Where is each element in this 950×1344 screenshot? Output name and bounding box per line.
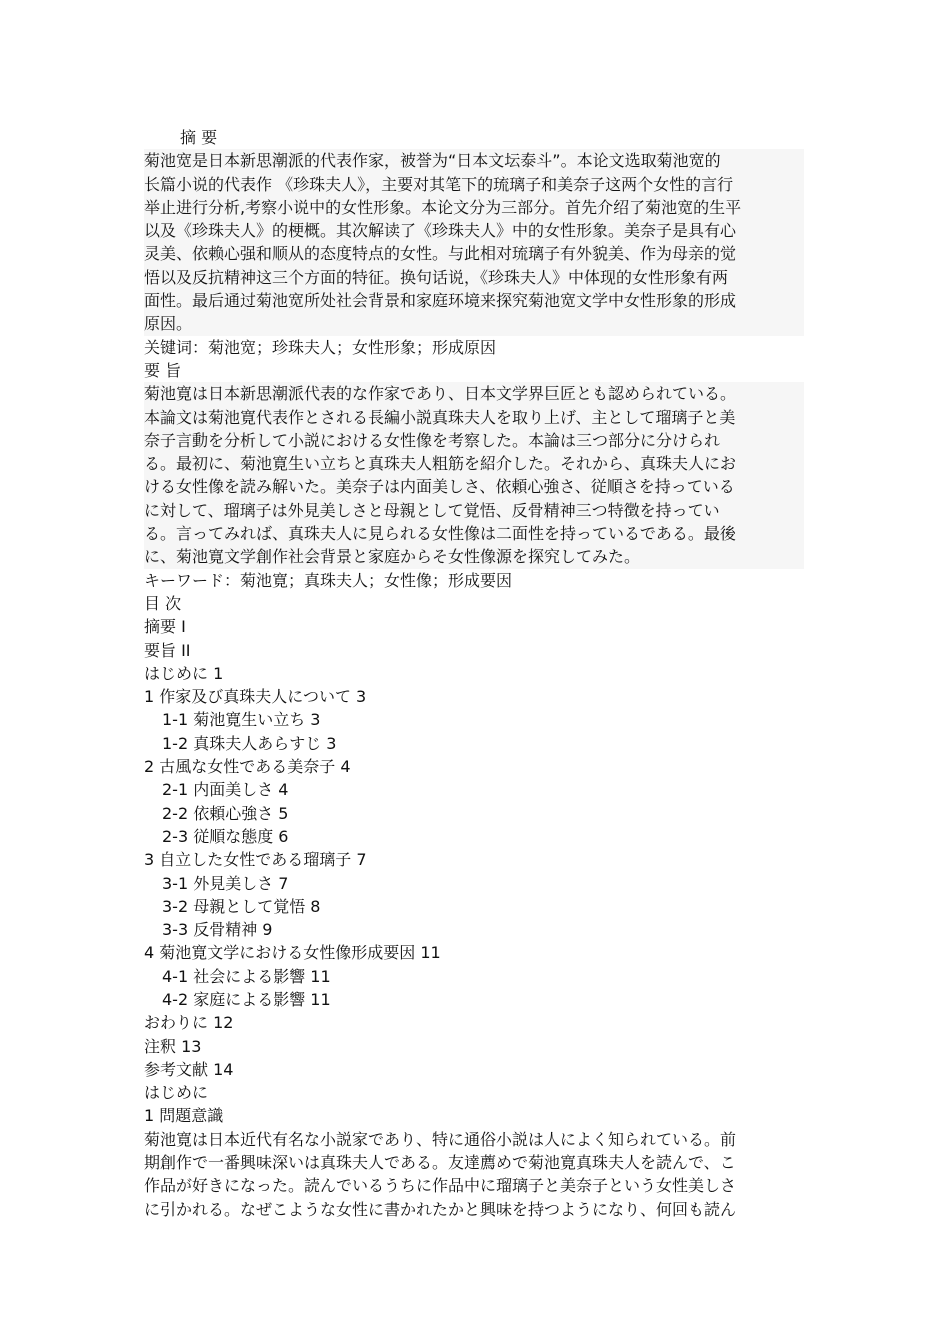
intro-line: 作品が好きになった。読んでいるうちに作品中に瑠璃子と美奈子という女性美しさ	[144, 1176, 737, 1196]
toc-item: はじめに 1	[144, 663, 224, 683]
toc-item: 4-1 社会による影響 11	[162, 966, 331, 986]
abstract-jp-line: ける女性像を読み解いた。美奈子は内面美しさ、依頼心強さ、従順さを持っている	[144, 475, 804, 498]
toc-item: 4-2 家庭による影響 11	[162, 989, 331, 1009]
abstract-cn-line: 以及《珍珠夫人》的梗概。其次解读了《珍珠夫人》中的女性形象。美奈子是具有心	[144, 219, 804, 242]
abstract-cn-line: 悟以及反抗精神这三个方面的特征。换句话说，《珍珠夫人》中体现的女性形象有两	[144, 266, 804, 289]
toc-item: 3-3 反骨精神 9	[162, 920, 273, 940]
toc-item: 2-2 依頼心強さ 5	[162, 803, 289, 823]
abstract-jp-line: 本論文は菊池寛代表作とされる長編小説真珠夫人を取り上げ、主として瑠璃子と美	[144, 406, 804, 429]
toc-item: 3-1 外見美しさ 7	[162, 873, 289, 893]
toc-item: 参考文献 14	[144, 1059, 234, 1079]
toc-item: 要旨 II	[144, 640, 191, 660]
intro-line: 期創作で一番興味深いは真珠夫人である。友達薦めで菊池寛真珠夫人を読んで、こ	[144, 1153, 736, 1173]
abstract-cn-line: 原因。	[144, 312, 804, 335]
abstract-jp-line: 奈子言動を分析して小説における女性像を考察した。本論は三つ部分に分けられ	[144, 429, 804, 452]
abstract-jp-line: 菊池寛は日本新思潮派代表的な作家であり、日本文学界巨匠とも認められている。	[144, 382, 804, 405]
abstract-jp-title: 要 旨	[144, 360, 182, 380]
abstract-cn-line: 菊池宽是日本新思潮派的代表作家，被誉为“日本文坛泰斗”。本论文选取菊池宽的	[144, 149, 804, 172]
abstract-jp-body	[144, 382, 804, 568]
intro-line: 菊池寛は日本近代有名な小説家であり、特に通俗小説は人によく知られている。前	[144, 1129, 737, 1149]
intro-title: はじめに	[144, 1083, 209, 1103]
abstract-jp-line: る。最初に、菊池寛生い立ちと真珠夫人粗筋を紹介した。それから、真珠夫人にお	[144, 452, 804, 475]
intro-line: に引かれる。なぜこような女性に書かれたかと興味を持つようになり、何回も読ん	[144, 1199, 737, 1219]
intro-body	[144, 1128, 804, 1221]
abstract-cn-body	[144, 149, 804, 335]
toc-item: 3 自立した女性である瑠璃子 7	[144, 850, 367, 870]
toc-title: 目 次	[144, 593, 182, 613]
document-page	[144, 126, 804, 1221]
abstract-jp-line: に、菊池寛文学創作社会背景と家庭からそ女性像源を探究してみた。	[144, 545, 804, 568]
abstract-cn-line: 灵美、依赖心强和顺从的态度特点的女性。与此相对琉璃子有外貌美、作为母亲的觉	[144, 242, 804, 265]
toc-item: 2 古風な女性である美奈子 4	[144, 757, 351, 777]
abstract-cn-title: 摘 要	[180, 128, 218, 147]
toc-item: 摘要 I	[144, 617, 186, 637]
toc-list	[144, 615, 804, 1081]
abstract-cn-keywords: 关键词：菊池宽；珍珠夫人；女性形象；形成原因	[144, 337, 497, 357]
toc-item: おわりに 12	[144, 1013, 234, 1033]
toc-item: 4 菊池寛文学における女性像形成要因 11	[144, 943, 441, 963]
abstract-cn-line: 举止进行分析,考察小说中的女性形象。本论文分为三部分。首先介绍了菊池宽的生平	[144, 196, 804, 219]
abstract-cn-line: 面性。最后通过菊池宽所处社会背景和家庭环境来探究菊池宽文学中女性形象的形成	[144, 289, 804, 312]
toc-item: 2-3 従順な態度 6	[162, 826, 289, 846]
abstract-jp-line: に対して、瑠璃子は外見美しさと母親として覚悟、反骨精神三つ特徴を持ってい	[144, 499, 804, 522]
toc-item: 注釈 13	[144, 1036, 202, 1056]
toc-item: 1 作家及び真珠夫人について 3	[144, 687, 367, 707]
toc-item: 1-1 菊池寛生い立ち 3	[162, 710, 321, 730]
toc-item: 2-1 内面美しさ 4	[162, 780, 289, 800]
abstract-jp-keywords: キーワード：菊池寛；真珠夫人；女性像；形成要因	[144, 570, 513, 590]
abstract-cn-line: 长篇小说的代表作 《珍珠夫人》，主要对其笔下的琉璃子和美奈子这两个女性的言行	[144, 173, 804, 196]
toc-item: 1-2 真珠夫人あらすじ 3	[162, 733, 337, 753]
toc-item: 3-2 母親として覚悟 8	[162, 896, 321, 916]
intro-subtitle: 1 問題意識	[144, 1106, 224, 1126]
abstract-jp-line: る。言ってみれば、真珠夫人に見られる女性像は二面性を持っているである。最後	[144, 522, 804, 545]
